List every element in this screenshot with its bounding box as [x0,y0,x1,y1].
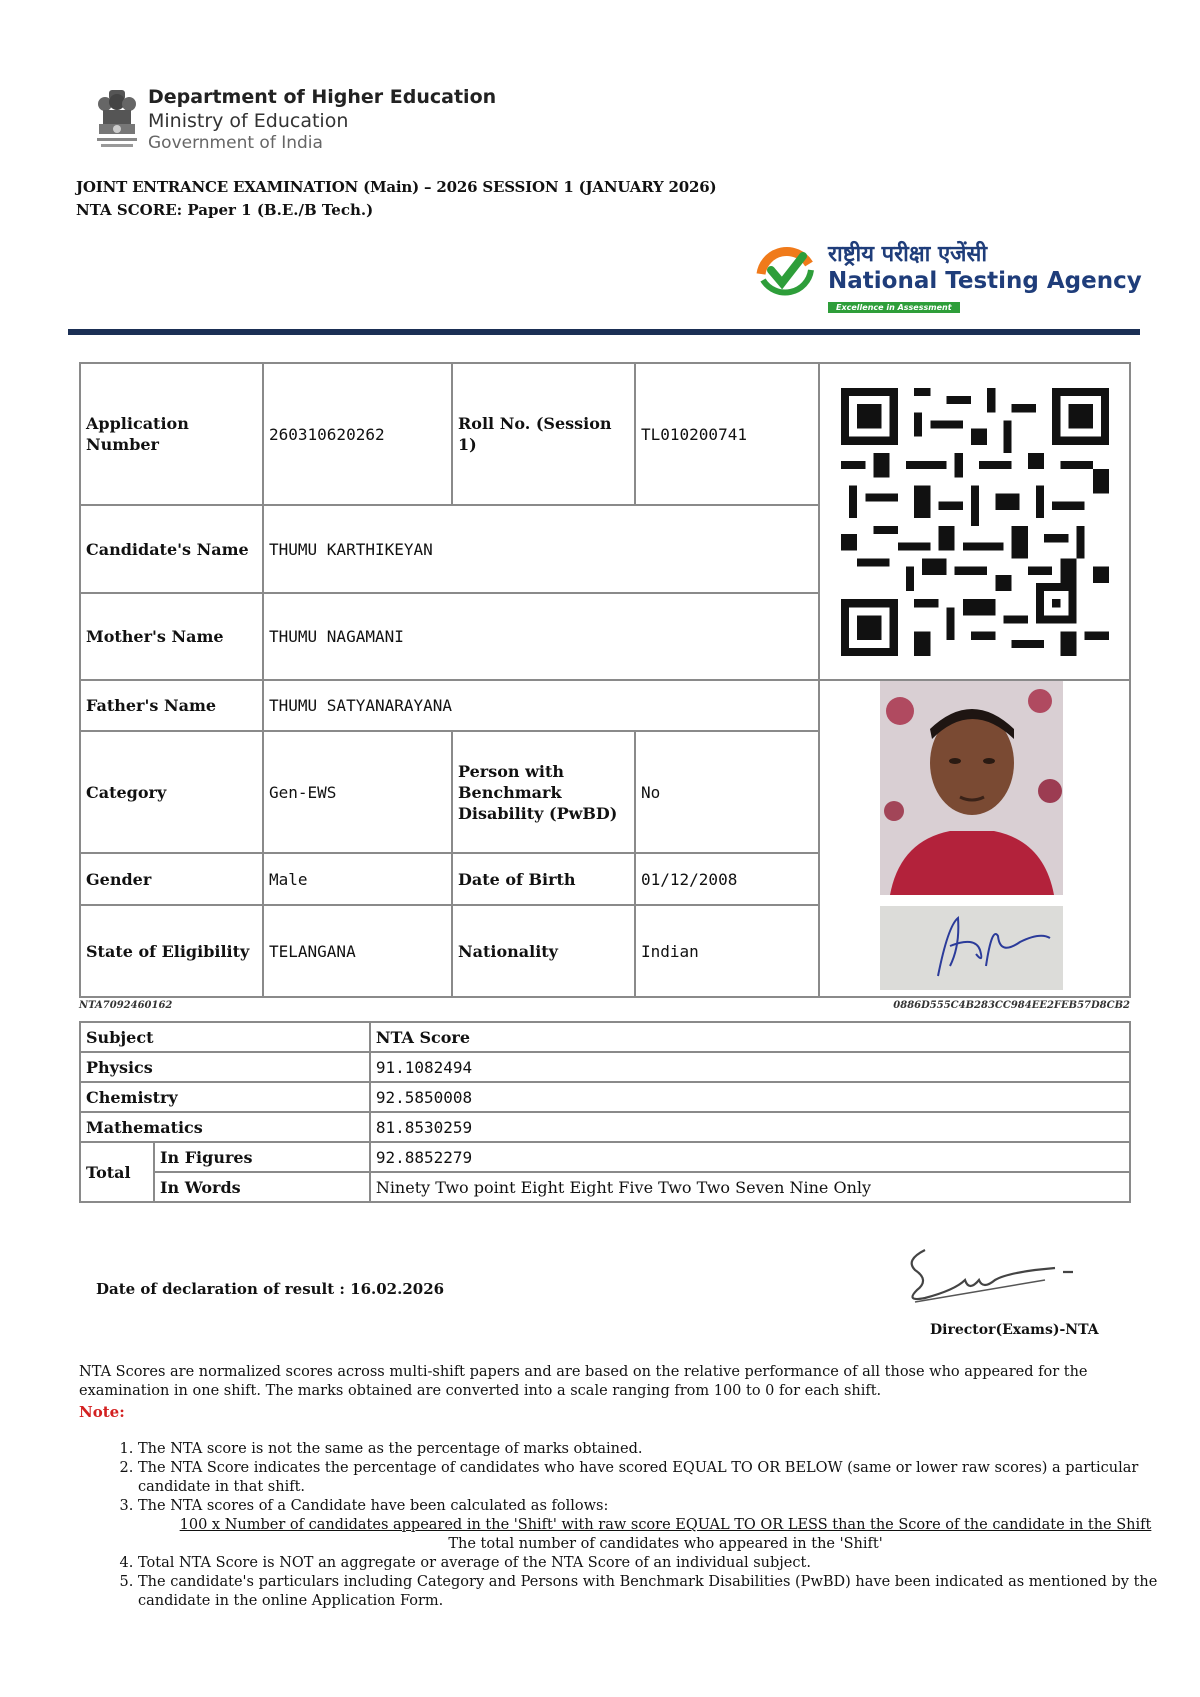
notes-list [79,1440,1193,1611]
nta-tagline: Excellence in Assessment [828,302,960,313]
nationality-label: Nationality [451,904,636,998]
category-value: Gen-EWS [262,730,453,854]
pwbd-value: No [634,730,820,854]
table-row [80,1172,1130,1202]
department-name: Department of Higher Education [148,86,497,108]
dob-value: 01/12/2008 [634,852,820,906]
mathematics-score: 81.8530259 [370,1112,1130,1142]
total-in-figures: 92.8852279 [370,1142,1130,1172]
nta-logo-icon [755,240,815,300]
normalization-paragraph: NTA Scores are normalized scores across multi-shift papers and are based on the relative performance of all those who appeared for the examination in one shift. The marks obtained are converted into a scale ranging from 100 to 0 for each shift. [79,1364,1088,1399]
table-row [80,1112,1130,1142]
mother-name-value: THUMU NAGAMANI [262,592,820,681]
document-code-left: NTA7092460162 [79,1000,173,1011]
nta-english-name: National Testing Agency [828,268,1142,294]
ministry-name: Ministry of Education [148,110,349,132]
document-hash-right: 0886D555C4B283CC984EE2FEB57D8CB2 [893,1000,1130,1011]
application-number-value: 260310620262 [262,362,453,506]
nta-score-header: NTA Score [370,1022,1130,1052]
total-label: Total [80,1142,154,1202]
gender-value: Male [262,852,453,906]
list-item [138,1497,1193,1554]
pwbd-label: Person with Benchmark Disability (PwBD) [451,730,636,854]
formula-numerator: 100 x Number of candidates appeared in the 'Shift' with raw score EQUAL TO OR LESS than the Score of the candidate in the Shift [179,1517,1152,1533]
director-signature [895,1240,1095,1310]
chemistry-score: 92.5850008 [370,1082,1130,1112]
in-figures-label: In Figures [154,1142,370,1172]
exam-subtitle: NTA SCORE: Paper 1 (B.E./B Tech.) [76,201,374,219]
note-label: Note: [79,1403,125,1421]
candidate-details-grid [79,362,1131,996]
candidate-photo [880,681,1063,895]
father-name-label: Father's Name [79,679,264,732]
category-label: Category [79,730,264,854]
mathematics-label: Mathematics [80,1112,370,1142]
header-divider [68,329,1140,335]
qr-code [841,388,1109,656]
note-text: The NTA scores of a Candidate have been calculated as follows: [138,1498,609,1514]
list-item: 2. The NTA Score indicates the percentage of candidates who have scored EQUAL TO OR BELOW (same or lower raw scores) a particular candidate in that shift. [138,1459,1193,1497]
state-label: State of Eligibility [79,904,264,998]
chemistry-label: Chemistry [80,1082,370,1112]
declaration-date: Date of declaration of result : 16.02.2026 [96,1280,445,1298]
roll-no-label: Roll No. (Session 1) [451,362,636,506]
candidate-name-label: Candidate's Name [79,504,264,594]
list-item: 4. Total NTA Score is NOT an aggregate or average of the NTA Score of an individual subject. [138,1554,1193,1573]
candidate-name-value: THUMU KARTHIKEYAN [262,504,820,594]
director-title: Director(Exams)-NTA [930,1322,1099,1338]
table-row [80,1052,1130,1082]
father-name-value: THUMU SATYANARAYANA [262,679,820,732]
exam-title: JOINT ENTRANCE EXAMINATION (Main) – 2026 SESSION 1 (JANUARY 2026) [76,178,717,196]
roll-no-value: TL010200741 [634,362,820,506]
state-value: TELANGANA [262,904,453,998]
physics-score: 91.1082494 [370,1052,1130,1082]
mother-name-label: Mother's Name [79,592,264,681]
table-row [80,1142,1130,1172]
national-emblem-icon [95,88,139,150]
dob-label: Date of Birth [451,852,636,906]
physics-label: Physics [80,1052,370,1082]
application-number-label: Application Number [79,362,264,506]
in-words-label: In Words [154,1172,370,1202]
list-item: 1. The NTA score is not the same as the percentage of marks obtained. [138,1440,1193,1459]
subject-header: Subject [80,1022,370,1052]
nationality-value: Indian [634,904,820,998]
nta-hindi-name: राष्ट्रीय परीक्षा एजेंसी [828,242,988,267]
table-row [80,1082,1130,1112]
table-row [80,1022,1130,1052]
total-in-words: Ninety Two point Eight Eight Five Two Two Seven Nine Only [370,1172,1130,1202]
candidate-signature [880,906,1063,990]
formula-denominator: The total number of candidates who appeared in the 'Shift' [448,1536,883,1552]
gender-label: Gender [79,852,264,906]
government-name: Government of India [148,133,323,153]
score-table [79,1021,1131,1203]
list-item: 5. The candidate's particulars including Category and Persons with Benchmark Disabilities (PwBD) have been indicated as mentioned by the candidate in the online Application Form. [138,1573,1193,1611]
nta-score-formula [138,1516,1193,1554]
